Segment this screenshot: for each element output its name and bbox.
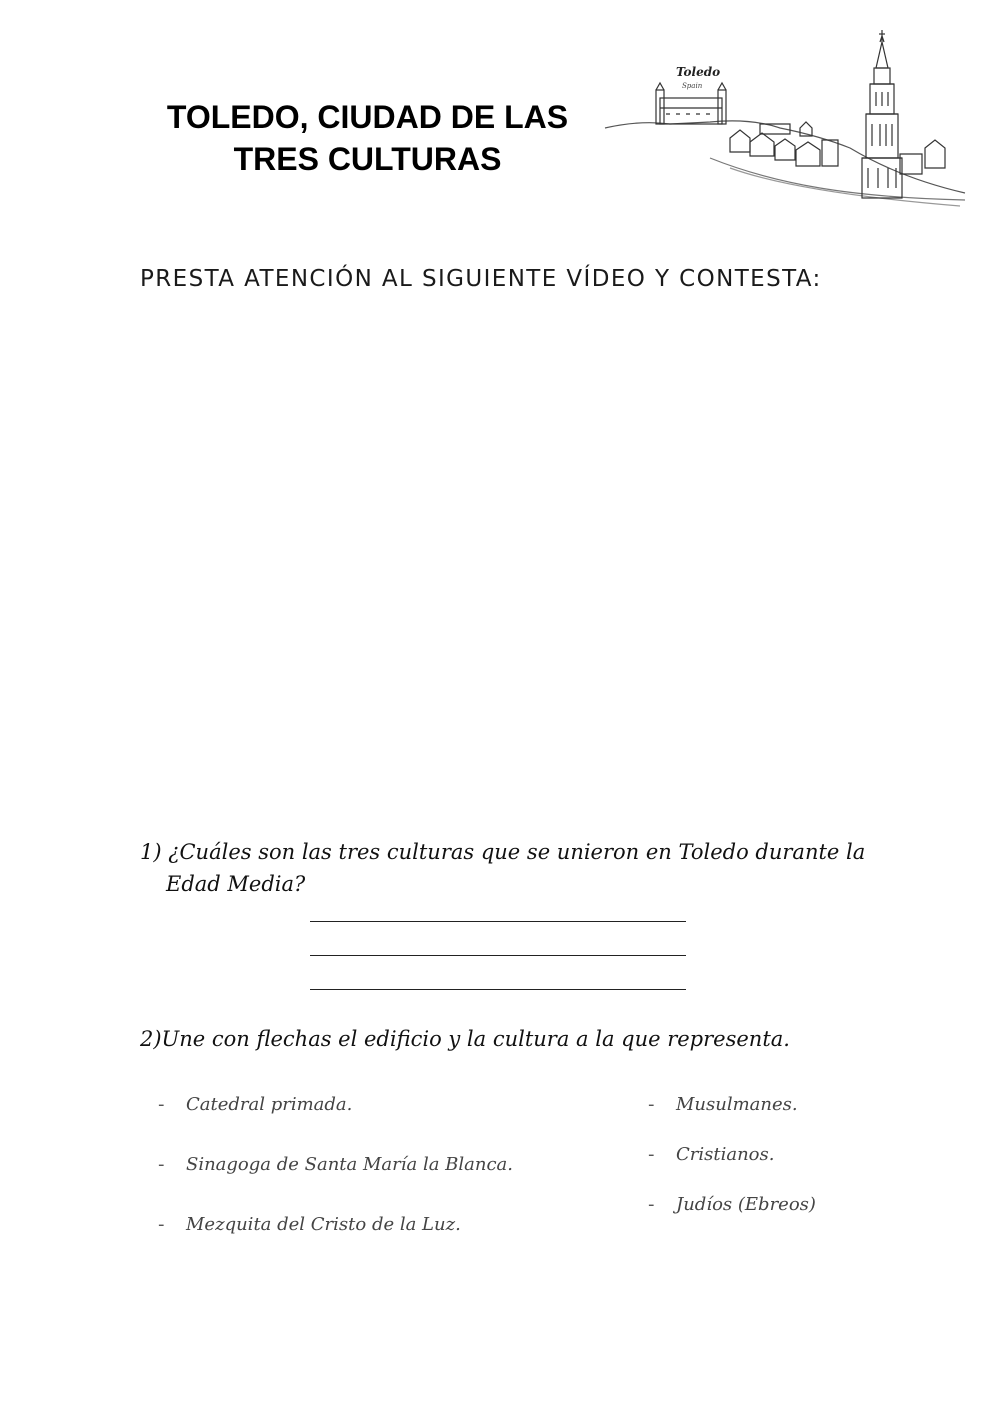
culture-item-judios[interactable] [648, 1194, 816, 1215]
building-label: Mezquita del Cristo de la Luz. [186, 1214, 461, 1235]
building-item-mezquita[interactable] [158, 1214, 461, 1235]
question-2: 2)Une con flechas el edificio y la cultura a la que representa. [140, 1027, 790, 1051]
building-item-sinagoga[interactable] [158, 1154, 513, 1175]
video-area [140, 310, 920, 810]
culture-item-cristianos[interactable] [648, 1144, 774, 1165]
building-label: Catedral primada. [186, 1094, 353, 1115]
culture-label: Cristianos. [676, 1144, 775, 1165]
toledo-skyline-illustration [600, 28, 970, 208]
building-item-catedral[interactable] [158, 1094, 352, 1115]
question-1-line-2: Edad Media? [166, 872, 306, 896]
page-title [140, 96, 595, 180]
question-1 [140, 836, 940, 900]
answer-line-3[interactable] [310, 989, 686, 990]
title-line-1: TOLEDO, CIUDAD DE LAS [166, 99, 569, 135]
answer-line-1[interactable] [310, 921, 686, 922]
video-instruction: PRESTA ATENCIÓN AL SIGUIENTE VÍDEO Y CONTESTA: [140, 266, 822, 292]
illustration-label: Toledo [676, 65, 721, 79]
bullet-dash: - [648, 1144, 655, 1165]
bullet-dash: - [648, 1094, 655, 1115]
culture-label: Judíos (Ebreos) [676, 1194, 816, 1215]
culture-item-musulmanes[interactable] [648, 1094, 798, 1115]
culture-label: Musulmanes. [676, 1094, 798, 1115]
bullet-dash: - [158, 1154, 165, 1175]
bullet-dash: - [158, 1214, 165, 1235]
bullet-dash: - [158, 1094, 165, 1115]
illustration-sublabel: Spain [682, 82, 703, 90]
question-1-line-1: 1) ¿Cuáles son las tres culturas que se unieron en Toledo durante la [140, 840, 866, 864]
bullet-dash: - [648, 1194, 655, 1215]
building-label: Sinagoga de Santa María la Blanca. [186, 1154, 514, 1175]
title-line-2: TRES CULTURAS [233, 141, 502, 177]
answer-line-2[interactable] [310, 955, 686, 956]
